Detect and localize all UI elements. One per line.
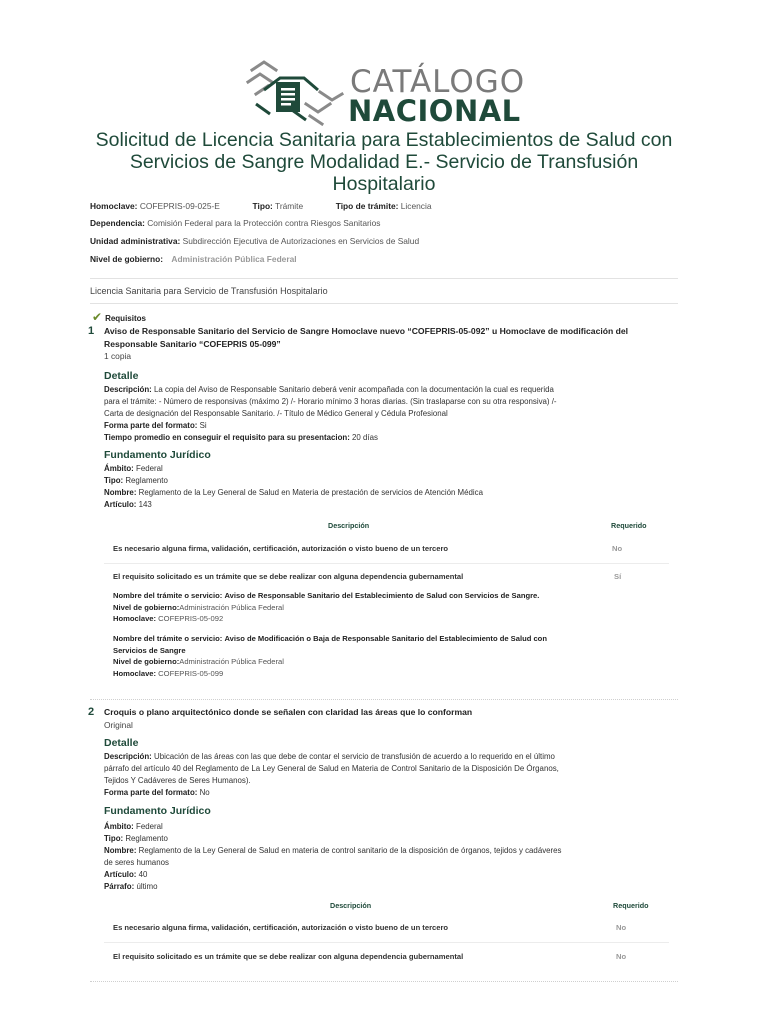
nivel-value: Administración Pública Federal (171, 254, 297, 264)
page-title: Solicitud de Licencia Sanitaria para Establecimientos de Salud con Servicios de Sangre Modalidad E.- Servicio de Transfusión Hospitalario (95, 129, 673, 195)
descripcion-label: Descripción: (104, 385, 152, 394)
forma-label: Forma parte del formato: (104, 421, 198, 430)
table-row (113, 923, 678, 932)
linked-tramite-2 (113, 633, 673, 679)
articulo-value: 40 (138, 870, 148, 879)
tipo-label: Tipo: (252, 201, 273, 211)
fundamento-heading: Fundamento Jurídico (104, 805, 211, 817)
requirement-divider (90, 981, 678, 982)
nombre-value: Reglamento de la Ley General de Salud en Materia de prestación de servicios de Atención Médica (138, 488, 483, 497)
tipo-value: Reglamento (125, 476, 168, 485)
homoclave-value: COFEPRIS-05-092 (158, 614, 224, 623)
row-text: Es necesario alguna firma, validación, certificación, autorización o visto bueno de un tercero (113, 544, 449, 553)
requisitos-label: Requisitos (105, 314, 146, 323)
nivel-gobierno-value: Administración Pública Federal (179, 657, 284, 666)
tiempo-label: Tiempo promedio en conseguir el requisito para su presentacion: (104, 433, 350, 442)
fundamento-body (104, 821, 676, 893)
fundamento-heading: Fundamento Jurídico (104, 449, 211, 461)
descripcion-line: Ubicación de las áreas con las que debe de contar el servicio de transfusión de acuerdo a lo requerido en el último (154, 752, 555, 761)
meta-row-unidad (90, 236, 419, 246)
nombre-label: Nombre: (104, 488, 137, 497)
detalle-body (104, 751, 676, 799)
row-answer: No (612, 544, 623, 553)
nombre-tramite-value: Aviso de Modificación o Baja de Responsable Sanitario del Establecimiento de Salud con (224, 634, 547, 643)
dependencia-value: Comisión Federal para la Protección contra Riesgos Sanitarios (147, 218, 381, 228)
parrafo-value: último (136, 882, 158, 891)
row-divider (104, 942, 669, 943)
row-text: Es necesario alguna firma, validación, certificación, autorización o visto bueno de un tercero (113, 923, 449, 932)
table-row (113, 544, 678, 553)
requirement-copies: 1 copia (104, 351, 132, 361)
nombre-tramite-label: Nombre del trámite o servicio: (113, 634, 223, 643)
nombre-label: Nombre: (104, 846, 137, 855)
tipo-label: Tipo: (104, 834, 124, 843)
forma-value: No (199, 788, 210, 797)
tipo-value: Reglamento (125, 834, 168, 843)
catalogo-nacional-logo (246, 60, 526, 126)
row-answer: No (616, 952, 627, 961)
nombre-value-cont: de seres humanos (104, 858, 169, 867)
descripcion-line: Carta de designación del Responsable Sanitario. /- Título de Médico General y Cédula Profesional (104, 409, 448, 418)
meta-row-dependencia (90, 218, 380, 228)
requirement-number: 1 (88, 325, 95, 337)
ambito-value: Federal (136, 822, 163, 831)
requirement-copies: Original (104, 720, 133, 730)
homoclave-value: COFEPRIS-09-025-E (139, 201, 220, 211)
section-subtitle: Licencia Sanitaria para Servicio de Transfusión Hospitalario (90, 286, 328, 296)
dependencia-label: Dependencia: (90, 218, 145, 228)
requirement-title: Aviso de Responsable Sanitario del Servicio de Sangre Homoclave nuevo “COFEPRIS-05-092” u Homoclave de modificación del Responsable Sanitario “COFEPRIS 05-099” (104, 326, 629, 349)
col-requerido-header: Requerido (613, 901, 649, 910)
requirement-title: Croquis o plano arquitectónico donde se señalen con claridad las áreas que lo conforman (104, 707, 473, 717)
col-descripcion-header: Descripción (330, 901, 372, 910)
logo-mark-icon (246, 60, 346, 126)
logo-line-2: NACIONAL (348, 94, 521, 128)
nivel-label: Nivel de gobierno: (90, 254, 164, 264)
descripcion-line: para el trámite: - Número de responsivas (máximo 2) /- Horario mínimo 3 horas diarias. (Sin traslaparse con su otra responsiva) /- (104, 397, 557, 406)
homoclave-label: Homoclave: (90, 201, 138, 211)
unidad-label: Unidad administrativa: (90, 236, 181, 246)
nivel-gobierno-label: Nivel de gobierno: (113, 657, 180, 666)
articulo-value: 143 (138, 500, 152, 509)
table-row (113, 952, 678, 961)
tipo-value: Trámite (275, 201, 304, 211)
parrafo-label: Párrafo: (104, 882, 135, 891)
nombre-value: Reglamento de la Ley General de Salud en materia de control sanitario de la disposición de órganos, tejidos y cadáveres (138, 846, 562, 855)
col-requerido-header: Requerido (611, 521, 647, 530)
requisitos-heading (92, 310, 146, 324)
homoclave-label: Homoclave: (113, 614, 157, 623)
nivel-gobierno-label: Nivel de gobierno: (113, 602, 180, 612)
articulo-label: Artículo: (104, 870, 137, 879)
nivel-gobierno-value: Administración Pública Federal (179, 602, 284, 612)
unidad-value: Subdirección Ejecutiva de Autorizaciones en Servicios de Salud (182, 236, 420, 246)
divider (90, 278, 678, 279)
meta-row-nivel (90, 254, 297, 264)
requirement-divider (90, 699, 678, 700)
row-answer: Sí (614, 572, 622, 581)
descripcion-label: Descripción: (104, 752, 152, 761)
table-row (113, 572, 678, 581)
ambito-value: Federal (136, 464, 163, 473)
row-divider (104, 563, 669, 564)
col-descripcion-header: Descripción (328, 521, 370, 530)
check-icon: ✔ (92, 310, 103, 324)
nombre-tramite-value-cont: Servicios de Sangre (113, 645, 186, 655)
homoclave-value: COFEPRIS-05-099 (158, 668, 224, 678)
detalle-heading: Detalle (104, 737, 139, 749)
articulo-label: Artículo: (104, 500, 137, 509)
nombre-tramite-label: Nombre del trámite o servicio: (113, 591, 223, 600)
detalle-heading: Detalle (104, 370, 139, 382)
descripcion-line: La copia del Aviso de Responsable Sanitario deberá venir acompañada con la documentación la cual es requerida (154, 385, 554, 394)
fundamento-body (104, 463, 676, 511)
row-text: El requisito solicitado es un trámite que se debe realizar con alguna dependencia gubernamental (113, 952, 464, 961)
tipo-tramite-label: Tipo de trámite: (335, 201, 399, 211)
tiempo-value: 20 días (352, 433, 378, 442)
homoclave-label: Homoclave: (113, 668, 157, 678)
forma-label: Forma parte del formato: (104, 788, 198, 797)
row-text: El requisito solicitado es un trámite que se debe realizar con alguna dependencia gubernamental (113, 572, 464, 581)
meta-row-homoclave (90, 201, 432, 211)
detalle-body (104, 384, 676, 444)
tipo-tramite-value: Licencia (400, 201, 432, 211)
ambito-label: Ámbito: (104, 464, 134, 473)
descripcion-line: Tejidos Y Cadáveres de Seres Humanos). (104, 776, 251, 785)
ambito-label: Ámbito: (104, 822, 134, 831)
forma-value: Si (199, 421, 207, 430)
divider (90, 303, 678, 304)
requirement-number: 2 (88, 706, 95, 718)
nombre-tramite-value: Aviso de Responsable Sanitario del Establecimiento de Salud con Servicios de Sangre. (224, 591, 540, 600)
tipo-label: Tipo: (104, 476, 124, 485)
descripcion-line: párrafo del artículo 40 del Reglamento de La Ley General de Salud en Materia de Control Sanitario de la Disposición De Órganos, (104, 764, 559, 773)
linked-tramite-1 (113, 590, 673, 625)
row-answer: No (616, 923, 627, 932)
logo-line-1: CATÁLOGO (350, 64, 526, 100)
